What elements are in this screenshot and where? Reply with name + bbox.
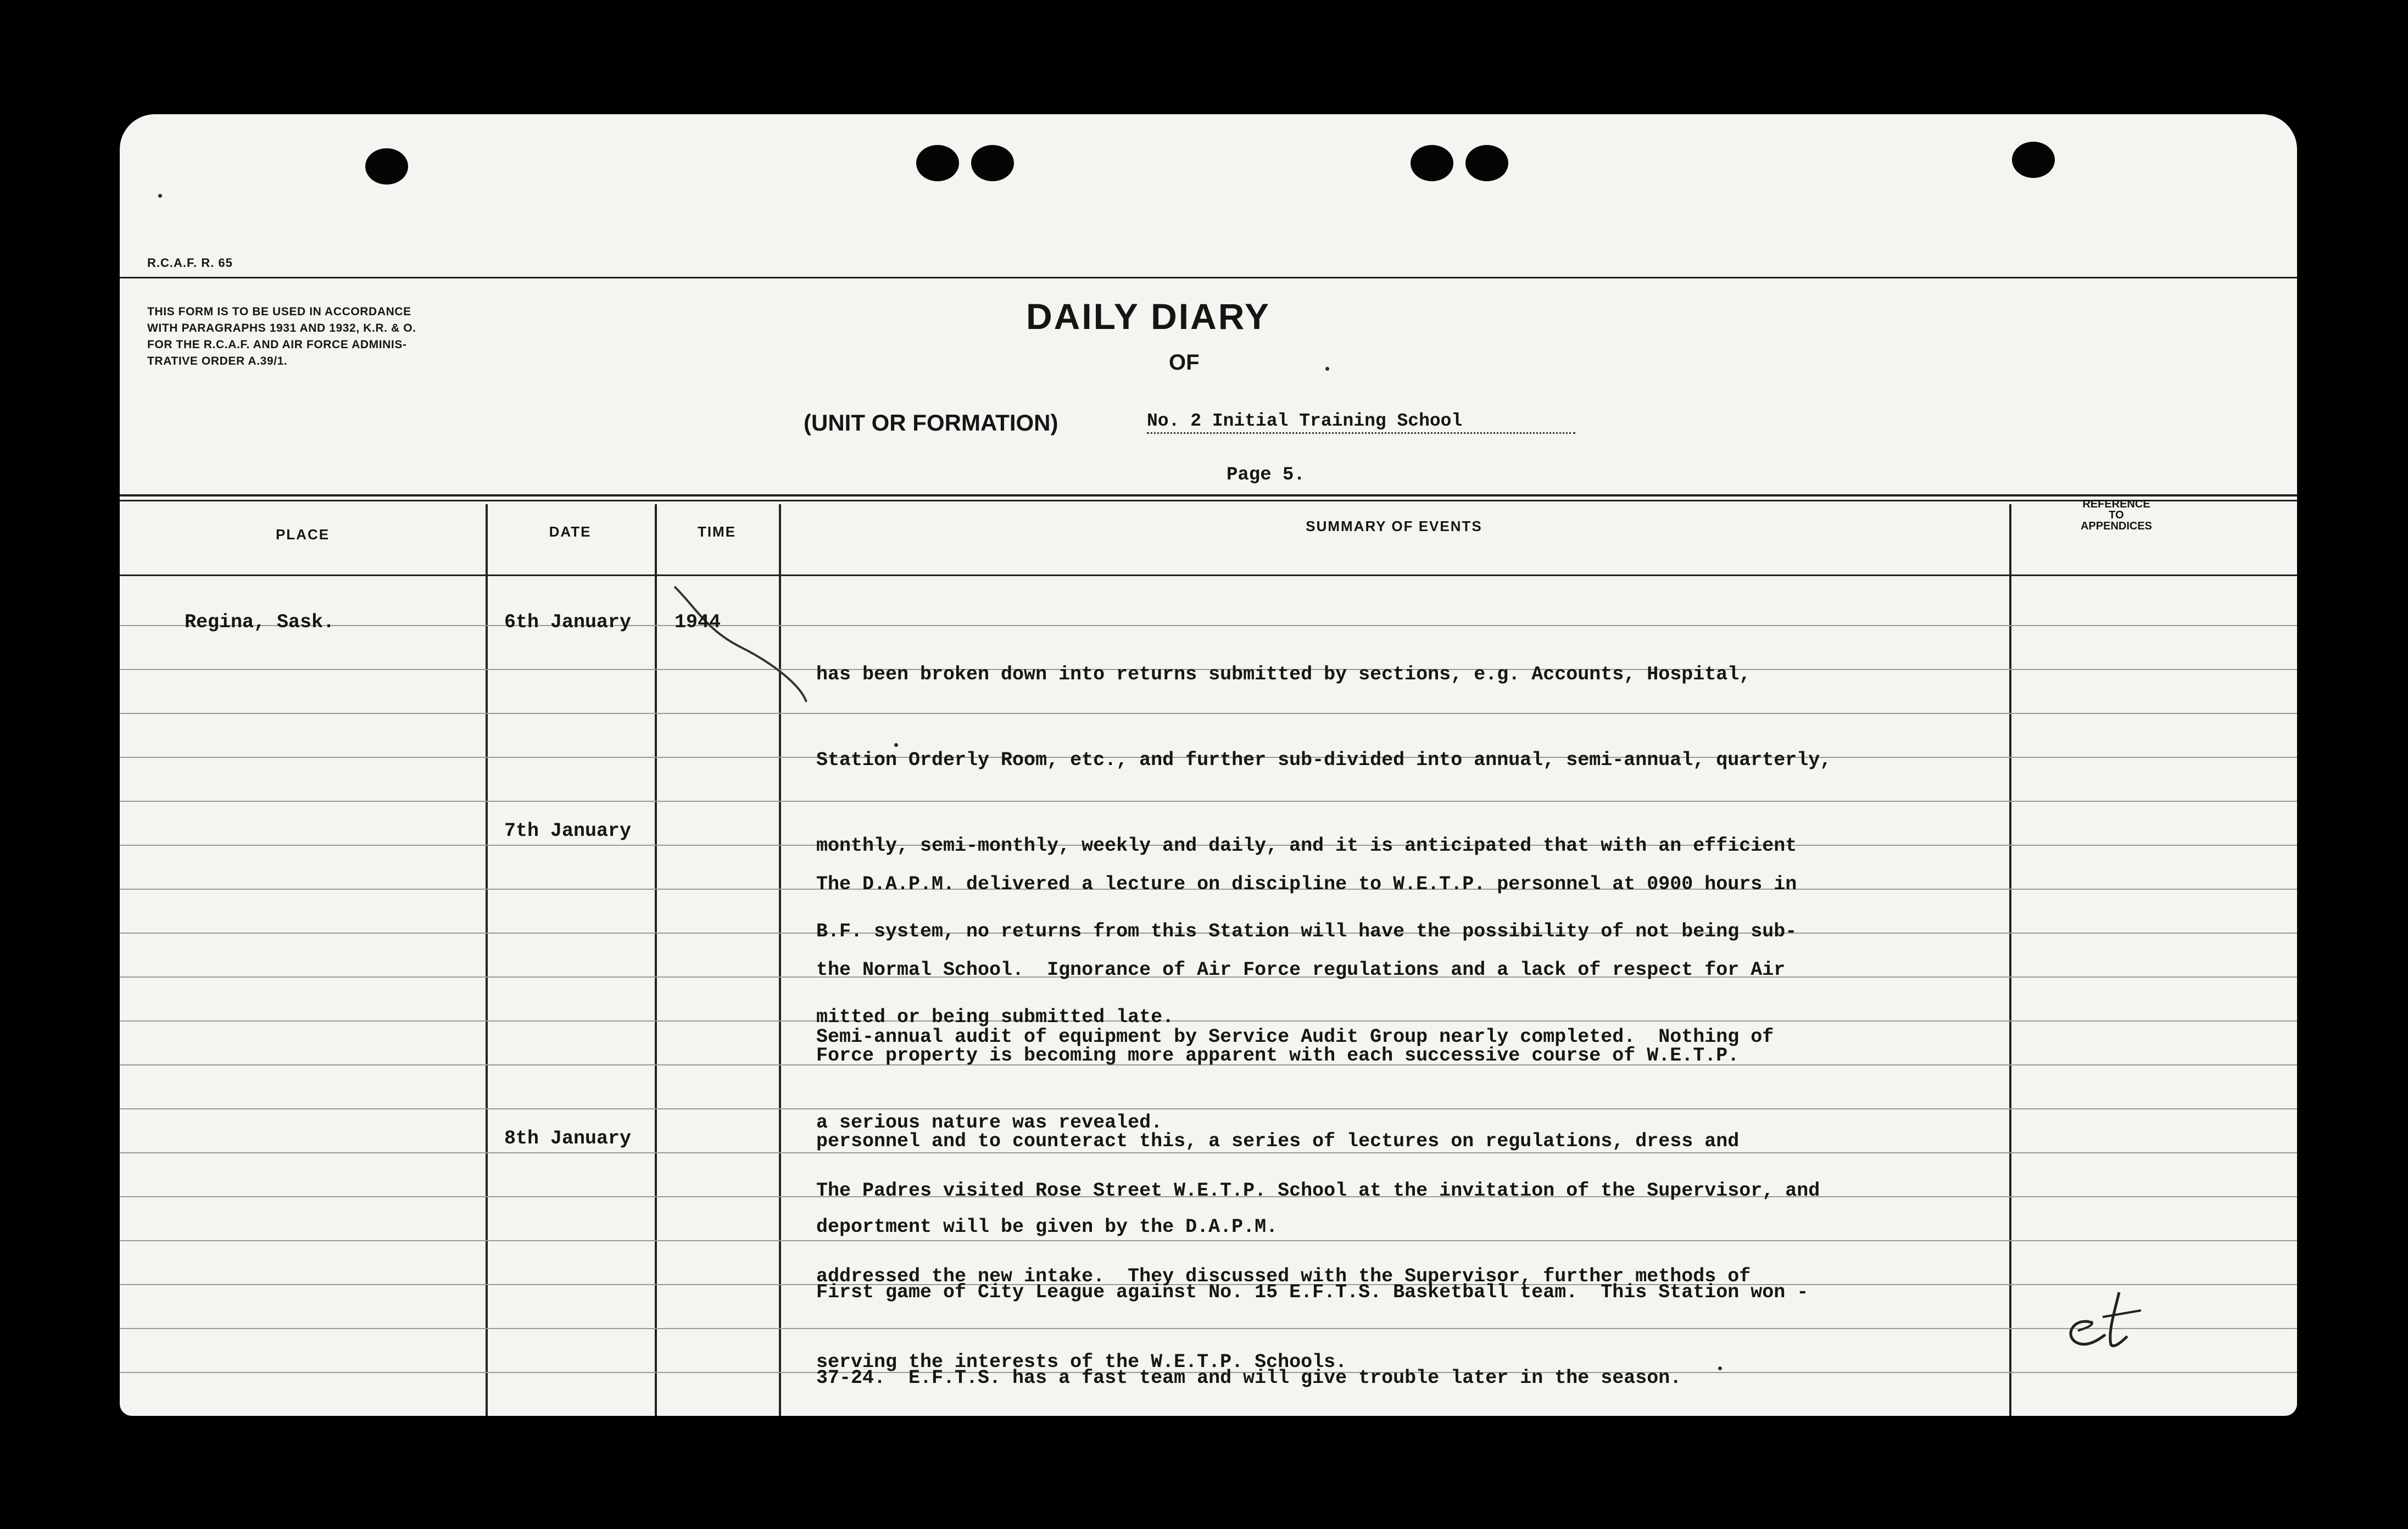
column-divider xyxy=(655,504,657,1416)
punch-hole xyxy=(2012,142,2055,178)
summary-line: deportment will be given by the D.A.P.M. xyxy=(816,1216,1278,1238)
header-rule xyxy=(120,277,2297,278)
table-top-rule xyxy=(120,500,2297,501)
summary-line: The Padres visited Rose Street W.E.T.P. School at the invitation of the Supervisor, and xyxy=(816,1180,1820,1202)
summary-line: B.F. system, no returns from this Station will have the possibility of not being sub- xyxy=(816,920,1797,942)
unit-value: No. 2 Initial Training School xyxy=(1147,411,1575,434)
instruction-line: WITH PARAGRAPHS 1931 AND 1932, K.R. & O. xyxy=(147,322,416,334)
summary-line: a serious nature was revealed. xyxy=(816,1112,1163,1134)
punch-hole xyxy=(971,145,1014,181)
reference-head-line: APPENDICES xyxy=(2080,520,2153,532)
column-head-rule xyxy=(120,574,2297,576)
handwritten-initials xyxy=(2053,1284,2152,1355)
punch-hole xyxy=(365,148,408,185)
column-head-place: PLACE xyxy=(275,526,330,543)
column-head-time: TIME xyxy=(697,523,737,540)
summary-line: Semi-annual audit of equipment by Service Audit Group nearly completed. Nothing of xyxy=(816,1026,1774,1048)
summary-line: addressed the new intake. They discussed with the Supervisor, further methods of xyxy=(816,1265,1751,1287)
column-head-reference xyxy=(2015,499,2218,532)
column-head-date: DATE xyxy=(549,523,592,540)
unit-label: (UNIT OR FORMATION) xyxy=(804,410,1058,436)
summary-line: mitted or being submitted late. xyxy=(816,1006,1174,1028)
entry-summary-paragraph xyxy=(816,1221,2145,1416)
entry-date: 7th January xyxy=(504,820,632,842)
entry-time: 1944 xyxy=(675,611,721,633)
of-label: OF xyxy=(1169,350,1200,375)
reference-head-line: TO xyxy=(2109,509,2124,521)
summary-line: the Normal School. Ignorance of Air Force regulations and a lack of respect for Air xyxy=(816,959,1786,981)
reference-head-line: REFERENCE xyxy=(2082,498,2150,510)
column-head-summary: SUMMARY OF EVENTS xyxy=(1306,518,1482,534)
punch-hole xyxy=(1465,145,1508,181)
entry-place: Regina, Sask. xyxy=(185,611,335,633)
entry-date: 6th January xyxy=(504,611,632,633)
form-title: DAILY DIARY xyxy=(1026,296,1270,337)
summary-line: 37-24. E.F.T.S. has a fast team and will give trouble later in the season. xyxy=(816,1367,1682,1389)
entry-date: 8th January xyxy=(504,1128,632,1149)
form-number: R.C.A.F. R. 65 xyxy=(147,256,233,270)
summary-line: First game of City League against No. 15 E.F.T.S. Basketball team. This Station won - xyxy=(816,1281,1809,1303)
summary-line: serving the interests of the W.E.T.P. Schools. xyxy=(816,1351,1347,1373)
punch-hole xyxy=(916,145,959,181)
summary-line: The D.A.P.M. delivered a lecture on discipline to W.E.T.P. personnel at 0900 hours in xyxy=(816,873,1797,895)
summary-line: has been broken down into returns submitted by sections, e.g. Accounts, Hospital, xyxy=(816,663,1751,685)
column-divider xyxy=(486,504,488,1416)
summary-line: personnel and to counteract this, a series of lectures on regulations, dress and xyxy=(816,1130,1740,1152)
summary-line: Station Orderly Room, etc., and further sub-divided into annual, semi-annual, quarterly, xyxy=(816,749,1832,771)
page-number: Page 5. xyxy=(1227,465,1305,486)
summary-line: Force property is becoming more apparent with each successive course of W.E.T.P. xyxy=(816,1045,1740,1067)
diary-page xyxy=(120,114,2297,1416)
instruction-line: FOR THE R.C.A.F. AND AIR FORCE ADMINIS- xyxy=(147,338,407,351)
usage-instructions xyxy=(147,304,565,370)
summary-line: monthly, semi-monthly, weekly and daily, and it is anticipated that with an efficient xyxy=(816,835,1797,857)
punch-hole xyxy=(1411,145,1453,181)
table-top-rule xyxy=(120,494,2297,496)
instruction-line: THIS FORM IS TO BE USED IN ACCORDANCE xyxy=(147,305,411,318)
instruction-line: TRATIVE ORDER A.39/1. xyxy=(147,355,288,367)
